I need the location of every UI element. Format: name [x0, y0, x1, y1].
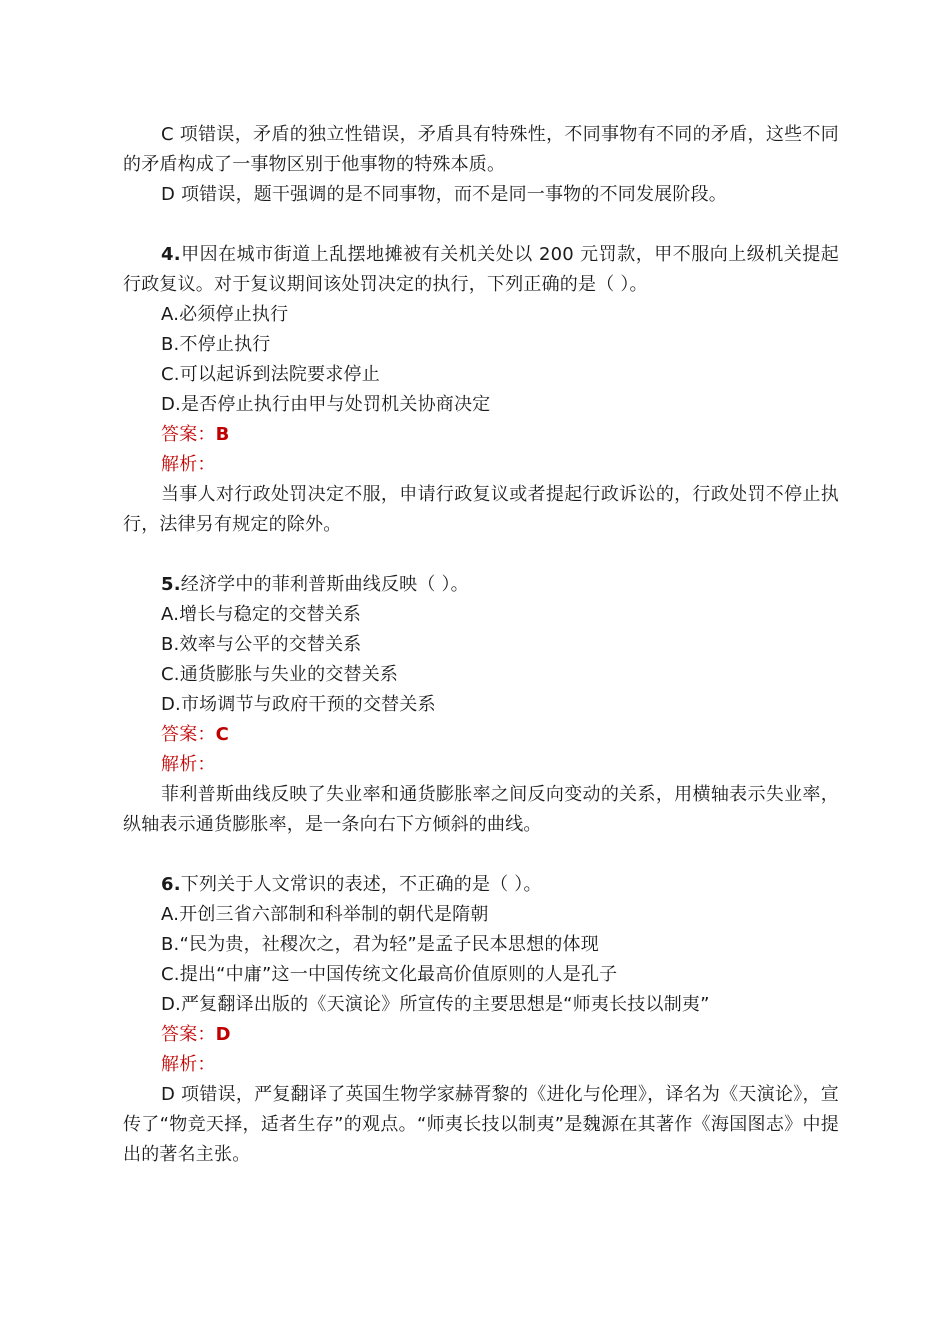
question-number: 6.	[161, 874, 181, 895]
answer-label: 答案：	[161, 1024, 216, 1045]
option-a: A.开创三省六部制和科举制的朝代是隋朝	[161, 904, 489, 925]
question-stem	[123, 240, 839, 300]
option-b: B.效率与公平的交替关系	[161, 634, 362, 655]
question-text: 下列关于人文常识的表述，不正确的是（ ）。	[180, 874, 542, 895]
analysis-text: D 项错误，严复翻译了英国生物学家赫胥黎的《进化与伦理》，译名为《天演论》，宣传了“物竞天择，适者生存”的观点。“师夷长技以制夷”是魏源在其著作《海国图志》中提出的著名主张。	[123, 1084, 839, 1165]
question-stem	[123, 570, 839, 600]
option-c: C.提出“中庸”这一中国传统文化最高价值原则的人是孔子	[161, 964, 618, 985]
question-5	[123, 570, 839, 840]
analysis-label: 解析：	[161, 454, 216, 475]
spacer	[123, 210, 839, 240]
analysis-label: 解析：	[161, 754, 216, 775]
option-b: B.不停止执行	[161, 334, 271, 355]
document-page	[123, 120, 839, 1170]
analysis-text: 菲利普斯曲线反映了失业率和通货膨胀率之间反向变动的关系，用横轴表示失业率，纵轴表示通货膨胀率，是一条向右下方倾斜的曲线。	[123, 784, 839, 835]
option-d: D.严复翻译出版的《天演论》所宣传的主要思想是“师夷长技以制夷”	[161, 994, 710, 1015]
option-a: A.必须停止执行	[161, 304, 289, 325]
analysis-label: 解析：	[161, 1054, 216, 1075]
option-c: C.可以起诉到法院要求停止	[161, 364, 380, 385]
intro-paragraph-c: C 项错误，矛盾的独立性错误，矛盾具有特殊性，不同事物有不同的矛盾，这些不同的矛盾构成了一事物区别于他事物的特殊本质。	[123, 124, 839, 175]
intro-paragraph-d: D 项错误，题干强调的是不同事物，而不是同一事物的不同发展阶段。	[161, 184, 727, 205]
question-text: 经济学中的菲利普斯曲线反映（ ）。	[180, 574, 469, 595]
question-number: 4.	[161, 244, 181, 265]
question-6	[123, 870, 839, 1170]
spacer	[123, 540, 839, 570]
question-4	[123, 240, 839, 540]
spacer	[123, 840, 839, 870]
answer-value: D	[215, 1024, 231, 1045]
option-d: D.市场调节与政府干预的交替关系	[161, 694, 436, 715]
option-b: B.“民为贵，社稷次之，君为轻”是孟子民本思想的体现	[161, 934, 599, 955]
answer-value: C	[215, 724, 230, 745]
answer-label: 答案：	[161, 424, 216, 445]
question-stem	[123, 870, 839, 900]
question-text: 甲因在城市街道上乱摆地摊被有关机关处以 200 元罚款，甲不服向上级机关提起行政复议。对于复议期间该处罚决定的执行，下列正确的是（ ）。	[123, 244, 839, 295]
option-d: D.是否停止执行由甲与处罚机关协商决定	[161, 394, 491, 415]
question-number: 5.	[161, 574, 181, 595]
answer-line	[123, 420, 839, 450]
option-a: A.增长与稳定的交替关系	[161, 604, 362, 625]
answer-line	[123, 720, 839, 750]
answer-label: 答案：	[161, 724, 216, 745]
analysis-text: 当事人对行政处罚决定不服，申请行政复议或者提起行政诉讼的，行政处罚不停止执行，法律另有规定的除外。	[123, 484, 839, 535]
answer-value: B	[215, 424, 230, 445]
answer-line	[123, 1020, 839, 1050]
option-c: C.通货膨胀与失业的交替关系	[161, 664, 399, 685]
